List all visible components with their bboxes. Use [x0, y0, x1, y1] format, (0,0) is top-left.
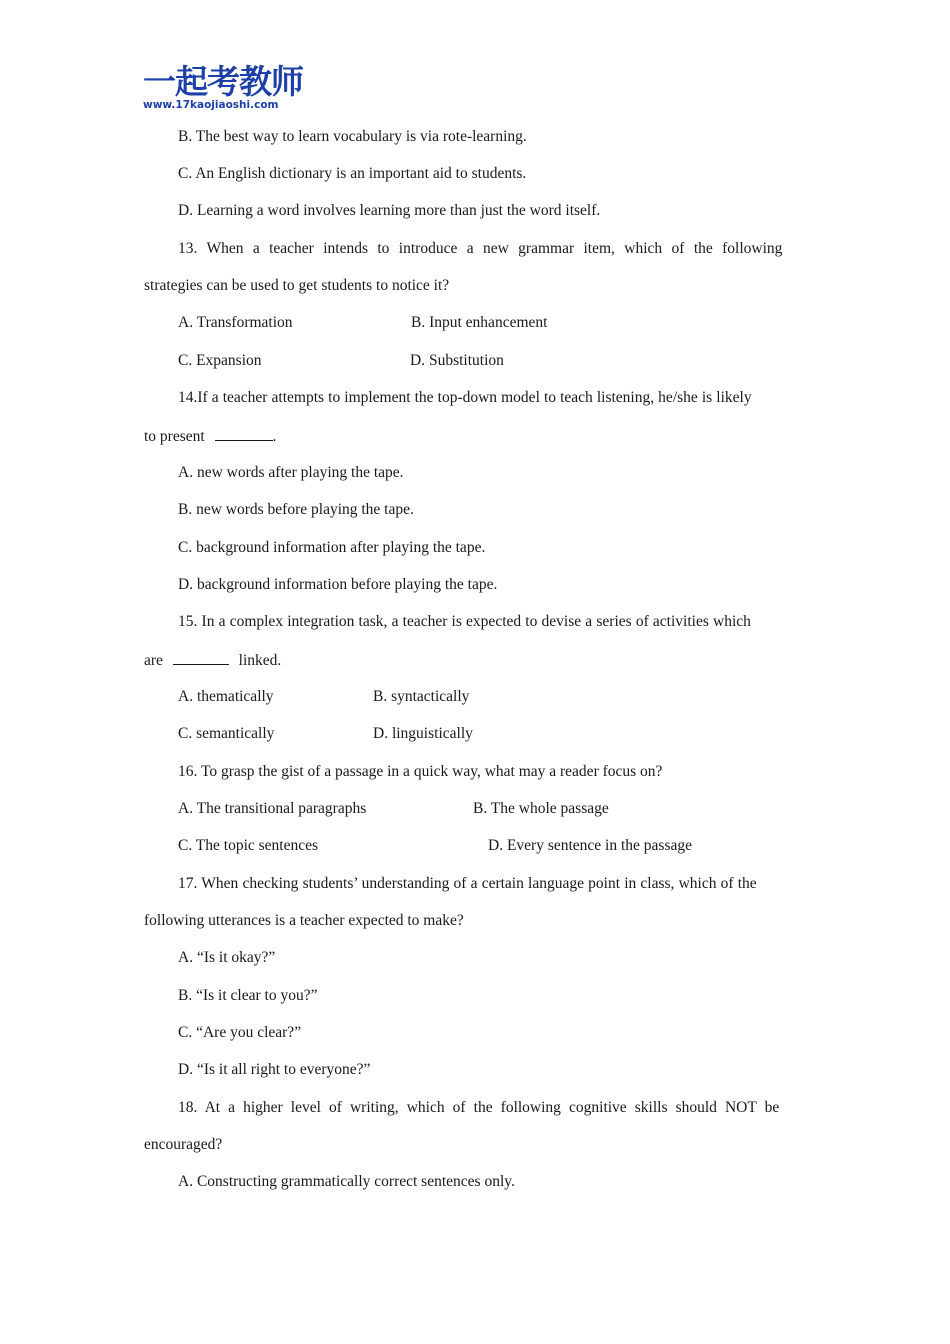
logo-url-text: www.17kaojiaoshi.com — [143, 99, 279, 111]
q14-stem-post: . — [272, 428, 277, 445]
q17-stem-line2: following utterances is a teacher expected to make? — [144, 912, 464, 929]
q16-option-d: D. Every sentence in the passage — [488, 837, 693, 854]
site-logo — [143, 64, 308, 112]
q14-stem-line2 — [144, 426, 276, 447]
q15-option-b: B. syntactically — [373, 688, 470, 705]
q15-stem-line2 — [144, 650, 281, 671]
q16-option-b: B. The whole passage — [473, 800, 609, 817]
q16-option-a: A. The transitional paragraphs — [178, 800, 367, 817]
q14-option-a: A. new words after playing the tape. — [178, 464, 404, 481]
q15-option-c: C. semantically — [178, 725, 275, 742]
q15-stem-line1: 15. In a complex integration task, a teacher is expected to devise a series of activities which — [178, 613, 751, 630]
q13-stem-line1 — [178, 239, 806, 259]
q16-option-c: C. The topic sentences — [178, 837, 319, 854]
q17-option-b: B. “Is it clear to you?” — [178, 987, 318, 1004]
q15-option-d: D. linguistically — [373, 725, 473, 742]
q13-stem-line2: strategies can be used to get students to notice it? — [144, 277, 450, 294]
q13-option-b: B. Input enhancement — [411, 314, 548, 331]
q13-option-d: D. Substitution — [410, 352, 504, 369]
q15-option-a: A. thematically — [178, 688, 274, 705]
q14-option-b: B. new words before playing the tape. — [178, 501, 414, 518]
q14-option-c: C. background information after playing the tape. — [178, 539, 486, 556]
q15-stem-post: linked. — [238, 652, 282, 669]
q16-stem: 16. To grasp the gist of a passage in a quick way, what may a reader focus on? — [178, 763, 663, 780]
q14-stem-line1: 14.If a teacher attempts to implement the top-down model to teach listening, he/she is likely — [178, 389, 752, 406]
q15-answer-blank — [173, 650, 229, 665]
q18-stem-line2: encouraged? — [144, 1136, 223, 1153]
q13-option-c: C. Expansion — [178, 352, 262, 369]
q14-stem-pre: to present — [144, 428, 205, 445]
q17-stem-line1: 17. When checking students’ understanding of a certain language point in class, which of the — [178, 875, 757, 892]
q12-option-d: D. Learning a word involves learning more than just the word itself. — [178, 202, 601, 219]
q13-option-a: A. Transformation — [178, 314, 293, 331]
q13-stem-text: 13. When a teacher intends to introduce a new grammar item, which of the following — [178, 240, 783, 257]
q14-answer-blank — [215, 426, 273, 441]
q12-option-b: B. The best way to learn vocabulary is via rote-learning. — [178, 128, 527, 145]
q18-option-a: A. Constructing grammatically correct sentences only. — [178, 1173, 515, 1190]
q18-stem-line1: 18. At a higher level of writing, which of the following cognitive skills should NOT be — [178, 1099, 780, 1116]
logo-chinese-text: 一起考教师 — [143, 62, 303, 101]
q17-option-c: C. “Are you clear?” — [178, 1024, 302, 1041]
q17-option-a: A. “Is it okay?” — [178, 949, 276, 966]
q12-option-c: C. An English dictionary is an important aid to students. — [178, 165, 527, 182]
q15-stem-pre: are — [144, 652, 163, 669]
q14-option-d: D. background information before playing the tape. — [178, 576, 498, 593]
q17-option-d: D. “Is it all right to everyone?” — [178, 1061, 371, 1078]
